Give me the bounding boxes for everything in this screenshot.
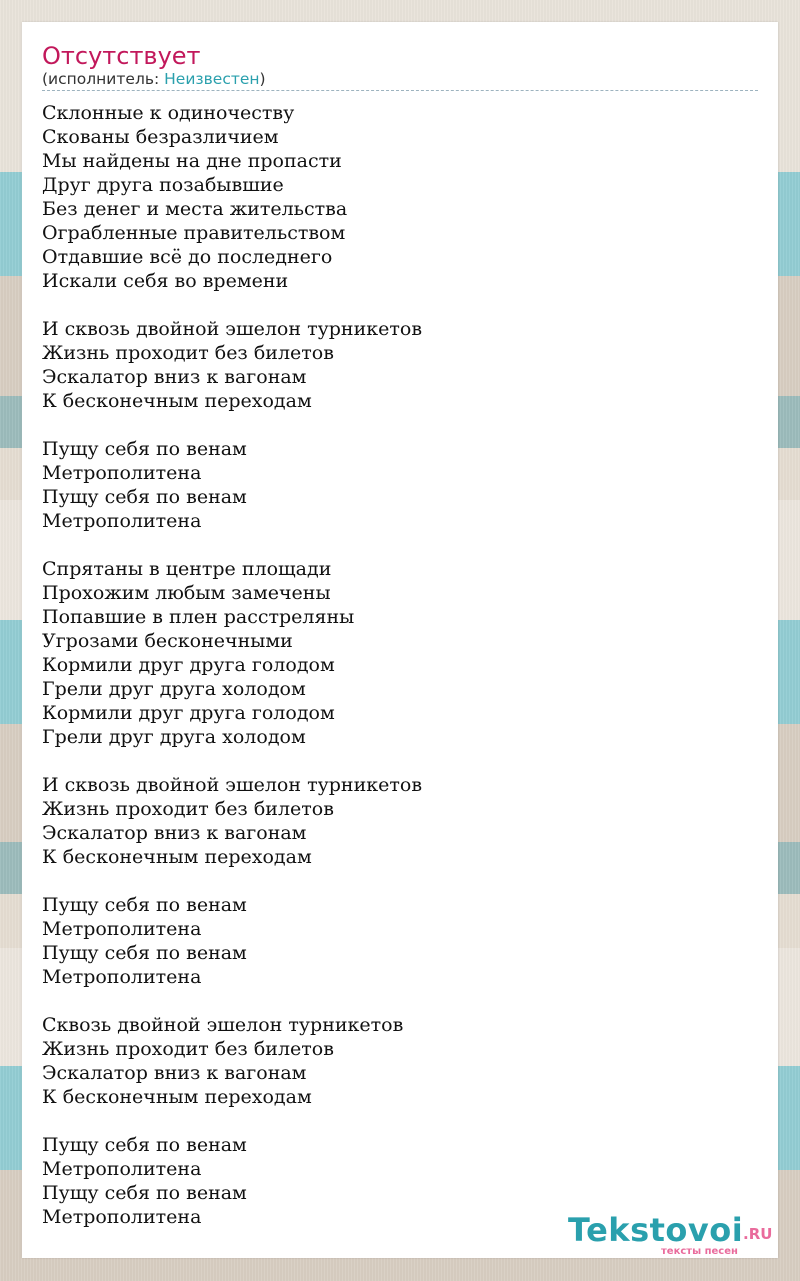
stanza-break bbox=[42, 1109, 422, 1133]
performer-prefix: (исполнитель: bbox=[42, 70, 165, 88]
lyric-line: Пущу себя по венам bbox=[42, 486, 247, 508]
performer-link[interactable]: Неизвестен bbox=[164, 70, 260, 88]
lyric-line: Друг друга позабывшие bbox=[42, 174, 284, 196]
lyric-line: Прохожим любым замечены bbox=[42, 582, 331, 604]
lyric-line: Искали себя во времени bbox=[42, 270, 289, 292]
lyric-line: Ограбленные правительством bbox=[42, 222, 346, 244]
lyric-line: Метрополитена bbox=[42, 966, 202, 988]
lyric-line: Кормили друг друга голодом bbox=[42, 654, 335, 676]
stanza-break bbox=[42, 749, 422, 773]
lyric-line: Жизнь проходит без билетов bbox=[42, 1038, 334, 1060]
lyric-line: Сквозь двойной эшелон турникетов bbox=[42, 1014, 404, 1036]
logo-brand: Tekstovoi bbox=[568, 1211, 744, 1249]
lyric-line: К бесконечным переходам bbox=[42, 846, 312, 868]
lyric-line: Метрополитена bbox=[42, 1206, 202, 1228]
lyric-line: Пущу себя по венам bbox=[42, 894, 247, 916]
lyric-line: Пущу себя по венам bbox=[42, 1134, 247, 1156]
stanza-break bbox=[42, 869, 422, 893]
lyric-line: Эскалатор вниз к вагонам bbox=[42, 366, 307, 388]
lyrics-text bbox=[42, 101, 422, 1229]
lyric-line: Скованы безразличием bbox=[42, 126, 279, 148]
lyric-line: Без денег и места жительства bbox=[42, 198, 348, 220]
stanza-break bbox=[42, 413, 422, 437]
lyric-line: Кормили друг друга голодом bbox=[42, 702, 335, 724]
logo-tagline: тексты песен bbox=[661, 1246, 738, 1257]
lyric-line: Попавшие в плен расстреляны bbox=[42, 606, 355, 628]
lyric-line: Жизнь проходит без билетов bbox=[42, 342, 334, 364]
stanza-break bbox=[42, 989, 422, 1013]
lyric-line: Отдавшие всё до последнего bbox=[42, 246, 333, 268]
performer-line bbox=[42, 69, 266, 89]
song-title: Отсутствует bbox=[42, 42, 201, 70]
lyric-line: Эскалатор вниз к вагонам bbox=[42, 1062, 307, 1084]
lyric-line: Пущу себя по венам bbox=[42, 1182, 247, 1204]
site-logo[interactable] bbox=[568, 1212, 778, 1256]
lyric-line: Грели друг друга холодом bbox=[42, 726, 306, 748]
stanza-break bbox=[42, 293, 422, 317]
lyric-line: Грели друг друга холодом bbox=[42, 678, 306, 700]
lyric-line: И сквозь двойной эшелон турникетов bbox=[42, 318, 423, 340]
lyric-line: Пущу себя по венам bbox=[42, 438, 247, 460]
lyric-line: И сквозь двойной эшелон турникетов bbox=[42, 774, 423, 796]
lyrics-card bbox=[22, 22, 778, 1258]
lyric-line: Склонные к одиночеству bbox=[42, 102, 295, 124]
stanza-break bbox=[42, 533, 422, 557]
lyric-line: Метрополитена bbox=[42, 510, 202, 532]
title-divider bbox=[42, 90, 758, 91]
lyric-line: Пущу себя по венам bbox=[42, 942, 247, 964]
lyric-line: Угрозами бесконечными bbox=[42, 630, 293, 652]
lyric-line: Спрятаны в центре площади bbox=[42, 558, 332, 580]
lyric-line: Метрополитена bbox=[42, 462, 202, 484]
logo-tld: .RU bbox=[743, 1225, 773, 1243]
performer-suffix: ) bbox=[259, 70, 266, 88]
lyric-line: К бесконечным переходам bbox=[42, 1086, 312, 1108]
lyric-line: К бесконечным переходам bbox=[42, 390, 312, 412]
lyric-line: Эскалатор вниз к вагонам bbox=[42, 822, 307, 844]
lyric-line: Метрополитена bbox=[42, 918, 202, 940]
lyric-line: Метрополитена bbox=[42, 1158, 202, 1180]
lyric-line: Жизнь проходит без билетов bbox=[42, 798, 334, 820]
lyric-line: Мы найдены на дне пропасти bbox=[42, 150, 342, 172]
